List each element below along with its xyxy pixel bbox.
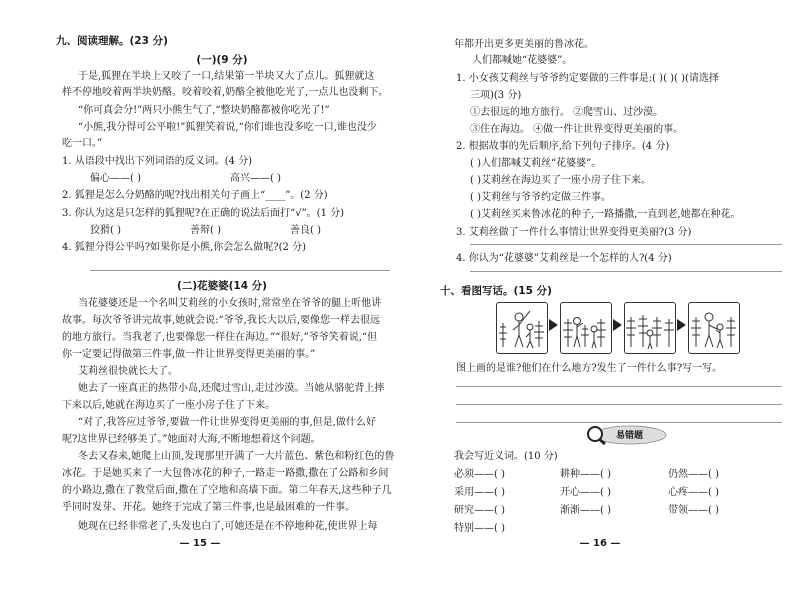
question-4: 4. 狐狸分得公平吗?如果你是小熊,你会怎么做呢?(2 分) xyxy=(62,242,306,253)
passage2-line: 你一定要记得做第三件事,做一件让世界变得更美丽的事。” xyxy=(62,349,316,360)
comic-panel-4-icon xyxy=(688,302,740,354)
passage2-line: 她去了一座真正的热带小岛,还爬过雪山,走过沙漠。当她从骆驼背上摔 xyxy=(78,383,385,394)
passage2-continued-line: 人们都喊她“花婆婆”。 xyxy=(472,55,573,66)
question-1-options: ①去很远的地方旅行。 ②爬雪山、过沙漠。 xyxy=(470,107,664,118)
order-item: ( )艾莉丝与爷爷约定做三件事。 xyxy=(470,192,611,203)
order-item: ( )人们都喊艾莉丝“花婆婆”。 xyxy=(470,158,602,169)
passage2-line: 乎同时发芽、开花。她终于完成了第三件事,也是最困难的一件事。 xyxy=(62,502,356,513)
writing-line xyxy=(456,404,782,405)
passage2-line: 的小路边,撒在了教堂后面,撒在了空地和高墙下面。第二年春天,这些种子几 xyxy=(62,485,392,496)
passage2-line: 冬去又春来,她爬上山顶,发现那里开满了一大片蓝色、紫色和粉红色的鲁 xyxy=(78,451,395,462)
question-1: 1. 从语段中找出下列词语的反义词。(4 分) xyxy=(62,156,253,167)
synonym-item: 心疼——( ) xyxy=(668,487,719,498)
question-3: 3. 你认为这是只怎样的狐狸呢?在正确的说法后面打“√”。(1 分) xyxy=(62,208,345,219)
question-2: 2. 狐狸是怎么分奶酪的呢?找出相关句子画上“____”。(2 分) xyxy=(62,190,328,201)
page-number: — 16 — xyxy=(579,538,621,549)
section9-title: 九、阅读理解。(23 分) xyxy=(56,35,168,47)
question-1-options: ③住在海边。 ④做一件让世界变得更美丽的事。 xyxy=(470,124,684,135)
question-1-cont: 三项)(3 分) xyxy=(470,90,522,101)
antonym-item: 高兴——( ) xyxy=(230,173,281,184)
order-item: ( )艾莉丝在海边买了一座小房子住下来。 xyxy=(470,175,651,186)
passage1-line: 于是,狐狸在半块上又咬了一口,结果第一半块又大了点儿。狐狸就这 xyxy=(78,71,375,82)
question-3: 3. 艾莉丝做了一件什么事情让世界变得更美丽?(3 分) xyxy=(456,227,692,238)
synonym-item: 开心——( ) xyxy=(560,487,611,498)
answer-line xyxy=(90,270,390,271)
comic-strip xyxy=(400,302,800,356)
passage1-line: 样不停地咬着两半块奶酪。咬着咬着,奶酪全被他吃光了,一点儿也没剩下。 xyxy=(62,87,389,98)
synonym-item: 仍然——( ) xyxy=(668,469,719,480)
passage1-line: 吃一口。” xyxy=(62,138,103,149)
choice-item: 狡猾( ) xyxy=(90,225,121,236)
passage2-line: 艾莉丝很快就长大了。 xyxy=(78,366,178,377)
synonym-item: 特别——( ) xyxy=(454,523,505,534)
passage2-line: 下来以后,她就在海边买了一座小房子住了下来。 xyxy=(62,400,276,411)
synonym-item: 研究——( ) xyxy=(454,505,505,516)
choice-item: 善辩( ) xyxy=(190,225,221,236)
passage2-line: 呢?这世界已经够美了。”她面对大海,不断地想着这个问题。 xyxy=(62,434,321,445)
passage2-line: 的地方旅行。当我老了,也要像您一样住在海边。”“很好,”爷爷笑着说,“但 xyxy=(62,332,377,343)
arrow-right-icon xyxy=(613,319,622,331)
antonym-item: 偏心——( ) xyxy=(90,173,141,184)
arrow-right-icon xyxy=(677,319,686,331)
page-number: — 15 — xyxy=(179,538,221,549)
passage2-title: (二)花婆婆(14 分) xyxy=(177,280,267,292)
answer-line xyxy=(470,271,782,272)
choice-item: 善良( ) xyxy=(290,225,321,236)
passage2-line: 当花婆婆还是一个名叫艾莉丝的小女孩时,常常坐在爷爷的腿上听他讲 xyxy=(78,298,382,309)
passage1-line: “小熊,我分得可公平啦!”狐狸笑着说,“你们谁也没多吃一口,谁也没少 xyxy=(78,122,377,133)
picture-prompt: 图上画的是谁?他们在什么地方?发生了一件什么事?写一写。 xyxy=(456,363,723,374)
passage2-line: 冰花。于是她买来了一大包鲁冰花的种子,一路走一路撒,撒在了公路和乡间 xyxy=(62,468,389,479)
right-page xyxy=(400,0,800,592)
passage2-line: 故事。每次爷爷讲完故事,她就会说:“爷爷,我长大以后,要像您一样去很远 xyxy=(62,315,381,326)
synonym-item: 采用——( ) xyxy=(454,487,505,498)
question-2: 2. 根据故事的先后顺序,给下列句子排序。(4 分) xyxy=(456,141,670,152)
section10-title: 十、看图写话。(15 分) xyxy=(440,285,552,297)
passage2-line: 她现在已经非常老了,头发也白了,可她还是在不停地种花,使世界上每 xyxy=(78,521,378,532)
writing-line xyxy=(456,422,782,423)
passage1-title: (一)(9 分) xyxy=(196,54,248,66)
question-1: 1. 小女孩艾莉丝与爷爷约定要做的三件事是:( )( )( )(请选择 xyxy=(456,73,719,84)
answer-line xyxy=(470,244,782,245)
bonus-badge xyxy=(584,424,668,446)
bonus-label: 易错题 xyxy=(616,431,644,441)
order-item: ( )艾莉丝买来鲁冰花的种子,一路播撒,一直到老,她都在种花。 xyxy=(470,209,741,220)
synonym-item: 耕种——( ) xyxy=(560,469,611,480)
synonym-item: 带领——( ) xyxy=(668,505,719,516)
synonym-item: 渐渐——( ) xyxy=(560,505,611,516)
question-4: 4. 你认为“花婆婆”艾莉丝是一个怎样的人?(4 分) xyxy=(456,253,672,264)
passage1-line: “你可真会分!”两只小熊生气了,“整块奶酪都被你吃光了!” xyxy=(78,105,330,116)
writing-line xyxy=(456,386,782,387)
comic-panel-2-icon xyxy=(560,302,612,354)
synonym-item: 必须——( ) xyxy=(454,469,505,480)
passage2-line: “对了,我答应过爷爷,要做一件让世界变得更美丽的事,但是,做什么好 xyxy=(78,417,376,428)
passage2-continued-line: 年都开出更多更美丽的鲁冰花。 xyxy=(454,39,594,50)
arrow-right-icon xyxy=(549,319,558,331)
comic-panel-1-icon xyxy=(496,302,548,354)
comic-panel-3-icon xyxy=(624,302,676,354)
synonym-title: 我会写近义词。(10 分) xyxy=(454,451,558,462)
